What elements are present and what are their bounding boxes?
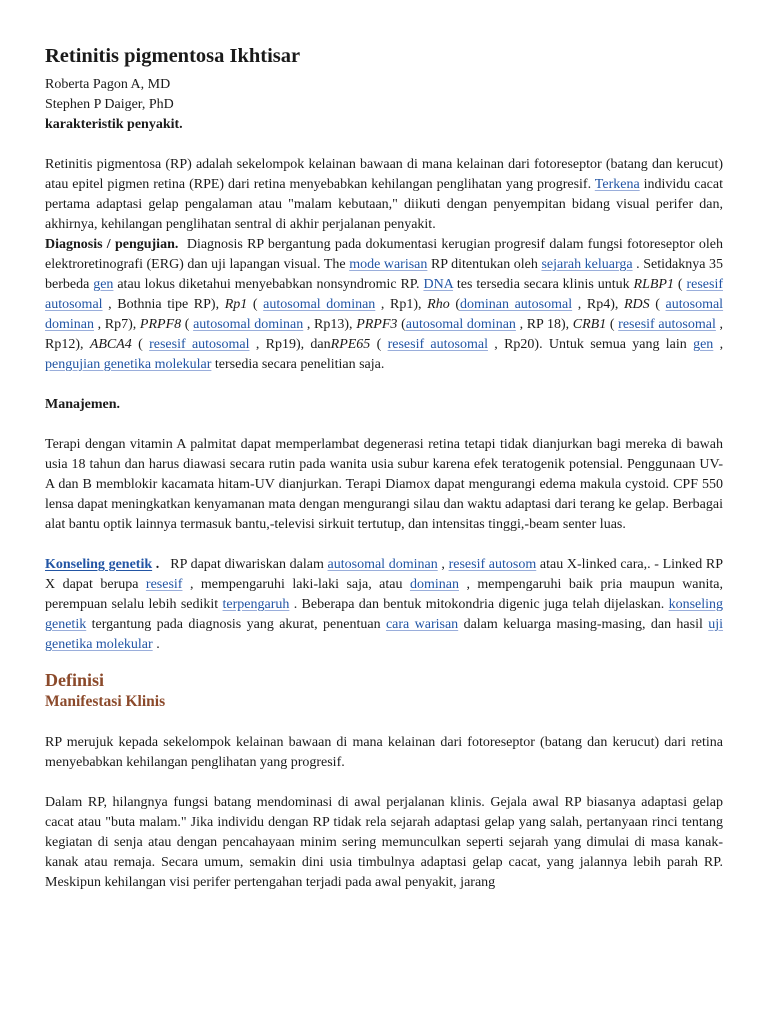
link-gene[interactable]: gen	[693, 337, 714, 352]
link-molecular-genetic-testing[interactable]: uji genetika molekular	[45, 617, 724, 652]
section-characteristic-heading: karakteristik penyakit.	[45, 117, 183, 132]
link-autosomal-recessive[interactable]: resesif autosomal	[387, 337, 488, 352]
diagnosis-paragraph: Diagnosis / pengujian. Diagnosis RP bergantung pada dokumentasi kerugian progresif dalam fungsi fotoreseptor oleh elektroretinografi (ERG) dan uji lapangan visual. The mode warisan RP ditentukan oleh sejarah keluarga . Setidaknya 35 berbeda gen atau lokus diketahui menyebabkan nonsyndromic RP. DNA tes tersedia secara klinis untuk RLBP1 ( resesif autosomal , Bothnia tipe RP), Rp1 ( autosomal dominan , Rp1), Rho (dominan autosomal , Rp4), RDS ( autosomal dominan , Rp7), PRPF8 ( autosomal dominan , Rp13), PRPF3 (autosomal dominan , RP 18), CRB1 ( resesif autosomal , Rp12), ABCA4 ( resesif autosomal , Rp19), danRPE65 ( resesif autosomal , Rp20). Untuk semua yang lain gen , pengujian genetika molekular tersedia secara penelitian saja.	[45, 237, 724, 372]
link-dominant[interactable]: dominan	[409, 577, 459, 592]
link-autosomal-recessive[interactable]: resesif autosomal	[149, 337, 250, 352]
link-autosomal-recessive[interactable]: resesif autosomal	[45, 277, 723, 312]
genetic-counseling-paragraph: Konseling genetik . RP dapat diwariskan dalam autosomal dominan , resesif autosom atau X-linked cara,. - Linked RP X dapat berupa resesif , mempengaruhi laki-laki saja, atau dominan , mempengaruhi baik pria maupun wanita, perempuan selalu lebih sedikit terpengaruh . Beberapa dan bentuk mitokondria digenic juga telah dijelaskan. konseling genetik tergantung pada diagnosis yang akurat, penentuan cara warisan dalam keluarga masing-masing, dan hasil uji genetika molekular .	[45, 557, 724, 652]
author-name: Roberta Pagon A, MD	[45, 77, 171, 92]
link-autosomal-dominant[interactable]: autosomal dominan	[193, 317, 304, 332]
link-genetic-counseling[interactable]: konseling genetik	[45, 597, 724, 632]
link-gene[interactable]: gen	[93, 277, 114, 292]
link-dominant-autosomal[interactable]: dominan autosomal	[459, 297, 573, 312]
definition-paragraph: RP merujuk kepada sekelompok kelainan bawaan di mana kelainan dari fotoreseptor (batang dan kerucut) dari retina menyebabkan kehilangan penglihatan yang progresif.	[45, 735, 723, 770]
author-name: Stephen P Daiger, PhD	[45, 97, 174, 112]
definition-heading: Definisi	[45, 670, 105, 690]
link-affected[interactable]: terpengaruh	[222, 597, 290, 612]
diagnosis-label: Diagnosis / pengujian.	[45, 237, 179, 252]
intro-paragraph: Retinitis pigmentosa (RP) adalah sekelompok kelainan bawaan di mana kelainan dari fotoreseptor (batang dan kerucut) atau epitel pigmen retina (RPE) dari retina menyebabkan kehilangan penglihatan yang progresif. Terkena individu cacat pertama adaptasi gelap pengalaman atau "malam kebutaan," diikuti dengan penyempitan bidang visual perifer dan, akhirnya, kehilangan penglihatan sentral di akhir perjalanan penyakit.	[45, 157, 724, 232]
management-paragraph: Terapi dengan vitamin A palmitat dapat memperlambat degenerasi retina tetapi tidak dianjurkan bagi mereka di bawah usia 18 tahun dan harus diawasi secara rutin pada wanita usia subur karena efek teratogenik potensial. Penggunaan UV-A dan B memblokir kacamata hitam-UV dianjurkan. Terapi Diamox dapat mengurangi edema makula cystoid. CPF 550 lensa dapat meningkatkan kenyamanan mata dengan mengurangi silau dan waktu adaptasi dari terang ke gelap. Berbagai alat bantu optik lainnya termasuk bantu,-televisi sirkuit tertutup, dan intensitas tinggi,-beam senter luas.	[45, 437, 723, 532]
page-title: Retinitis pigmentosa Ikhtisar	[45, 45, 301, 67]
link-family-history[interactable]: sejarah keluarga	[541, 257, 633, 272]
link-recessive[interactable]: resesif	[145, 577, 183, 592]
link-autosomal-recessive[interactable]: resesif autosom	[448, 557, 537, 572]
link-autosomal-recessive[interactable]: resesif autosomal	[618, 317, 716, 332]
link-dna[interactable]: DNA	[423, 277, 454, 292]
link-autosomal-dominant[interactable]: autosomal dominan	[45, 297, 724, 332]
clinical-manifestation-heading: Manifestasi Klinis	[45, 693, 166, 710]
link-affected[interactable]: Terkena	[594, 177, 640, 192]
link-autosomal-dominant[interactable]: autosomal dominan	[263, 297, 376, 312]
link-molecular-genetic-testing[interactable]: pengujian genetika molekular	[45, 357, 212, 372]
link-inheritance-mode[interactable]: cara warisan	[385, 617, 459, 632]
section-management-heading: Manajemen.	[45, 397, 121, 412]
link-inheritance-mode[interactable]: mode warisan	[349, 257, 428, 272]
link-genetic-counseling-heading[interactable]: Konseling genetik	[45, 557, 153, 572]
link-autosomal-dominant[interactable]: autosomal dominan	[405, 317, 516, 332]
clinical-paragraph: Dalam RP, hilangnya fungsi batang mendominasi di awal perjalanan klinis. Gejala awal RP biasanya adaptasi gelap cacat atau "buta malam." Jika individu dengan RP tidak rela sejarah adaptasi gelap yang salah, pertanyaan rinci tentang kegiatan di senja atau dengan pencahayaan minim sering memunculkan seperti sejarah yang dimulai di masa kanak-kanak atau remaja. Secara umum, semakin dini usia timbulnya adaptasi gelap cacat, yang jalannya lebih parah RP. Meskipun kehilangan visi perifer pertengahan terjadi pada awal penyakit, jarang	[45, 795, 723, 890]
link-autosomal-dominant[interactable]: autosomal dominan	[327, 557, 438, 572]
